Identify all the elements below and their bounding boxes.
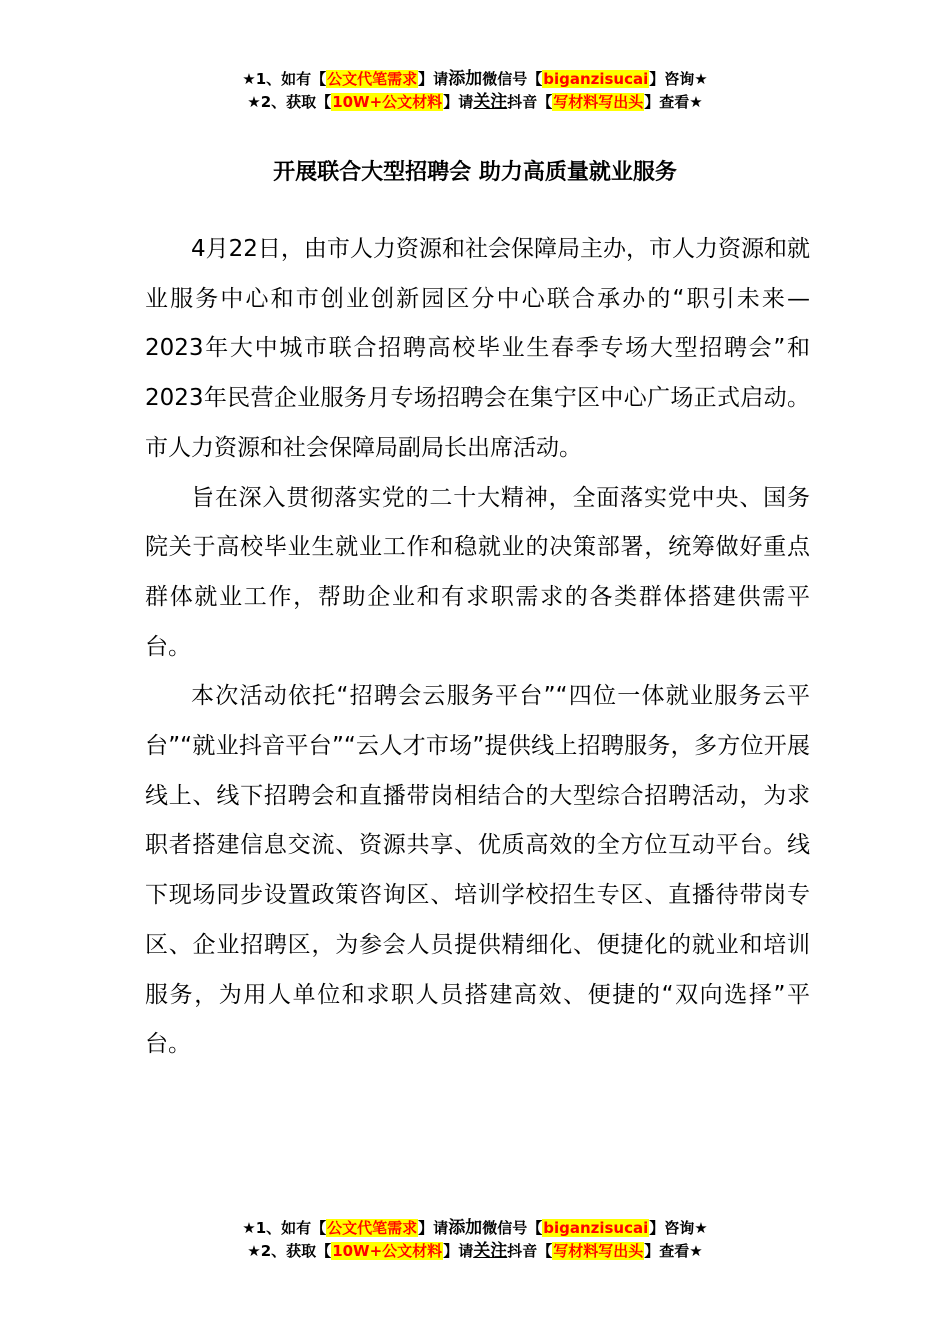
banner-text: 】咨询 bbox=[649, 1219, 695, 1237]
highlight-wechat-id: biganzisucai bbox=[543, 70, 649, 88]
banner-emphasis: 关注 bbox=[473, 1241, 508, 1261]
banner-text: 抖音【 bbox=[507, 93, 553, 111]
banner-line-2 bbox=[0, 91, 950, 114]
banner-text: 获取【 bbox=[286, 93, 332, 111]
star-icon: ★ bbox=[242, 70, 256, 88]
banner-text: 】咨询 bbox=[649, 70, 695, 88]
banner-emphasis: 关注 bbox=[473, 92, 508, 112]
footer-banner bbox=[0, 1217, 950, 1263]
banner-text: 】查看 bbox=[644, 1242, 690, 1260]
document-title: 开展联合大型招聘会 助力高质量就业服务 bbox=[273, 160, 677, 185]
banner-text: 】查看 bbox=[644, 93, 690, 111]
banner-text: 】请 bbox=[418, 70, 449, 88]
banner-number: 2、 bbox=[260, 93, 287, 111]
header-banner bbox=[0, 68, 950, 114]
star-icon: ★ bbox=[694, 70, 708, 88]
banner-text: 微信号【 bbox=[482, 70, 543, 88]
banner-text: 】请 bbox=[443, 93, 474, 111]
banner-number: 1、 bbox=[255, 70, 282, 88]
banner-line-1 bbox=[0, 1217, 950, 1240]
banner-text: 抖音【 bbox=[507, 1242, 553, 1260]
banner-line-2 bbox=[0, 1240, 950, 1263]
highlight-douyin-account: 写材料写出头 bbox=[553, 1242, 644, 1260]
star-icon: ★ bbox=[694, 1219, 708, 1237]
banner-number: 2、 bbox=[260, 1242, 287, 1260]
banner-text: 微信号【 bbox=[482, 1219, 543, 1237]
star-icon: ★ bbox=[689, 1242, 703, 1260]
document-body bbox=[145, 225, 810, 1070]
highlight-materials: 10W+公文材料 bbox=[332, 93, 443, 111]
highlight-materials: 10W+公文材料 bbox=[332, 1242, 443, 1260]
star-icon: ★ bbox=[242, 1219, 256, 1237]
banner-text: 】请 bbox=[418, 1219, 449, 1237]
banner-line-1 bbox=[0, 68, 950, 91]
highlight-wechat-id: biganzisucai bbox=[543, 1219, 649, 1237]
star-icon: ★ bbox=[689, 93, 703, 111]
banner-number: 1、 bbox=[255, 1219, 282, 1237]
highlight-service: 公文代笔需求 bbox=[327, 70, 418, 88]
star-icon: ★ bbox=[247, 1242, 261, 1260]
banner-text: 】请 bbox=[443, 1242, 474, 1260]
paragraph: 本次活动依托“招聘会云服务平台”“四位一体就业服务云平台”“就业抖音平台”“云人才市场”提供线上招聘服务，多方位开展线上、线下招聘会和直播带岗相结合的大型综合招聘活动，为求职者搭建信息交流、资源共享、优质高效的全方位互动平台。线下现场同步设置政策咨询区、培训学校招生专区、直播待带岗专区、企业招聘区，为参会人员提供精细化、便捷化的就业和培训服务，为用人单位和求职人员搭建高效、便捷的“双向选择”平台。 bbox=[145, 683, 810, 1058]
banner-text: 获取【 bbox=[286, 1242, 332, 1260]
highlight-douyin-account: 写材料写出头 bbox=[553, 93, 644, 111]
banner-text: 如有【 bbox=[281, 1219, 327, 1237]
paragraph: 4月22日，由市人力资源和社会保障局主办，市人力资源和就业服务中心和市创业创新园区分中心联合承办的“职引未来—2023年大中城市联合招聘高校毕业生春季专场大型招聘会”和2023年民营企业服务月专场招聘会在集宁区中心广场正式启动。市人力资源和社会保障局副局长出席活动。 bbox=[145, 236, 810, 461]
banner-text: 如有【 bbox=[281, 70, 327, 88]
banner-emphasis: 添加 bbox=[448, 69, 483, 89]
paragraph: 旨在深入贯彻落实党的二十大精神，全面落实党中央、国务院关于高校毕业生就业工作和稳就业的决策部署，统筹做好重点群体就业工作，帮助企业和有求职需求的各类群体搭建供需平台。 bbox=[145, 484, 810, 660]
highlight-service: 公文代笔需求 bbox=[327, 1219, 418, 1237]
banner-emphasis: 添加 bbox=[448, 1218, 483, 1238]
star-icon: ★ bbox=[247, 93, 261, 111]
